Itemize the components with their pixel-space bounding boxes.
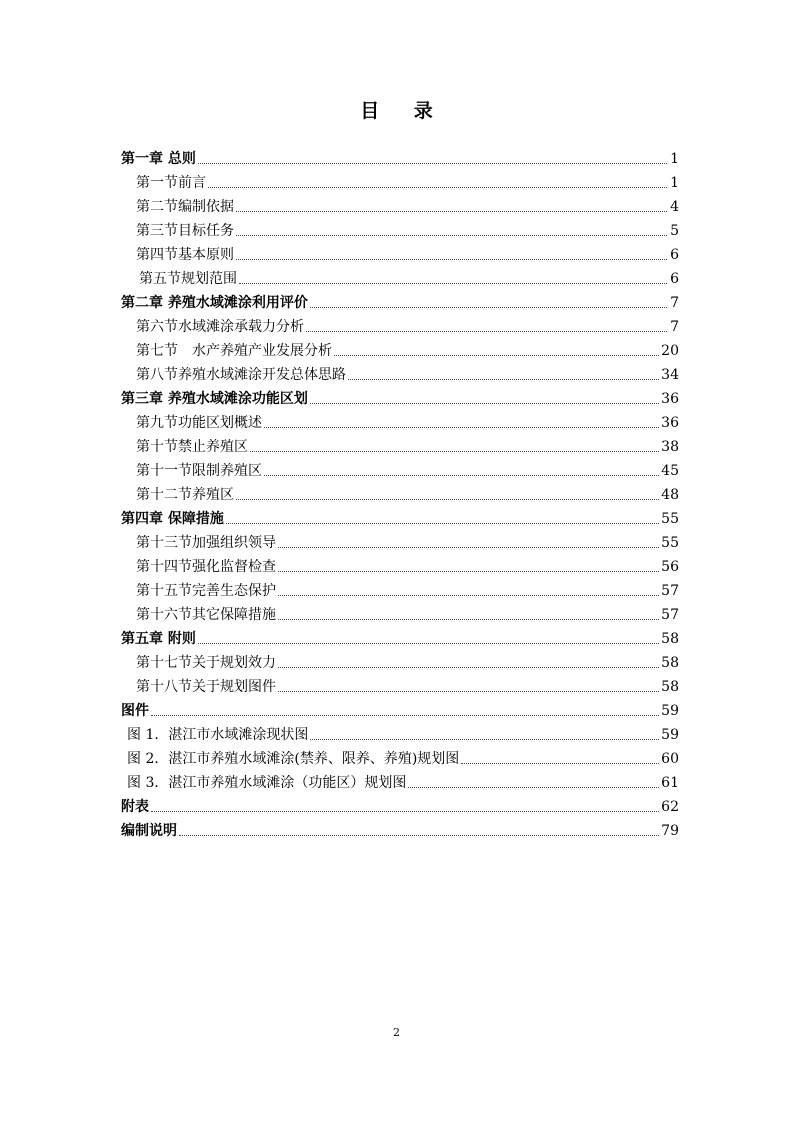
toc-entry[interactable]	[121, 698, 679, 722]
toc-entry[interactable]	[121, 794, 679, 818]
dot-leader	[278, 667, 659, 668]
toc-entry[interactable]	[121, 554, 679, 578]
toc-entry[interactable]	[121, 602, 679, 626]
toc-entry-label: 第一节前言	[136, 175, 206, 191]
dot-leader	[236, 211, 667, 212]
toc-entry-page: 36	[661, 415, 679, 431]
dot-leader	[198, 163, 667, 164]
toc-entry[interactable]	[121, 746, 679, 770]
toc-entry[interactable]	[121, 170, 679, 194]
dot-leader	[310, 307, 667, 308]
toc-entry-label: 第三章 养殖水域滩涂功能区划	[121, 391, 308, 407]
toc-entry-page: 45	[661, 463, 679, 479]
toc-entry-page: 20	[661, 343, 679, 359]
toc-entry-label: 第十二节养殖区	[136, 487, 234, 503]
toc-entry-page: 57	[661, 607, 679, 623]
toc-entry[interactable]	[121, 674, 679, 698]
toc-entry-label: 编制说明	[121, 823, 177, 839]
dot-leader	[334, 355, 659, 356]
toc-entry[interactable]	[121, 242, 679, 266]
toc-entry-page: 1	[670, 151, 679, 167]
toc-entry-label: 第九节功能区划概述	[136, 415, 262, 431]
toc-entry-label: 第六节水域滩涂承载力分析	[136, 319, 304, 335]
toc-list	[121, 146, 679, 842]
toc-entry-page: 38	[661, 439, 679, 455]
dot-leader	[408, 787, 659, 788]
toc-entry-page: 62	[661, 799, 679, 815]
dot-leader	[239, 283, 667, 284]
toc-entry-label: 第五节规划范围	[139, 271, 237, 287]
toc-entry-label: 第二节编制依据	[136, 199, 234, 215]
toc-entry-label: 第十节禁止养殖区	[136, 439, 248, 455]
toc-entry-page: 4	[670, 199, 679, 215]
toc-entry[interactable]	[121, 530, 679, 554]
dot-leader	[278, 619, 659, 620]
toc-entry[interactable]	[121, 434, 679, 458]
dot-leader	[236, 235, 667, 236]
dot-leader	[236, 499, 659, 500]
dot-leader	[264, 427, 659, 428]
toc-entry-label: 第十七节关于规划效力	[136, 655, 276, 671]
dot-leader	[278, 691, 659, 692]
toc-entry-label: 第四节基本原则	[136, 247, 234, 263]
toc-entry-page: 1	[670, 175, 679, 191]
toc-entry[interactable]	[121, 194, 679, 218]
dot-leader	[208, 187, 667, 188]
toc-entry-page: 48	[661, 487, 679, 503]
toc-entry[interactable]	[121, 650, 679, 674]
toc-entry-label: 第八节养殖水域滩涂开发总体思路	[136, 367, 346, 383]
toc-entry-label: 第十五节完善生态保护	[136, 583, 276, 599]
toc-entry[interactable]	[121, 362, 679, 386]
toc-entry-page: 36	[661, 391, 679, 407]
toc-entry-page: 56	[661, 559, 679, 575]
toc-entry[interactable]	[121, 506, 679, 530]
toc-entry-page: 58	[661, 679, 679, 695]
toc-entry[interactable]	[121, 266, 679, 290]
dot-leader	[250, 451, 659, 452]
toc-entry-page: 59	[661, 703, 679, 719]
toc-entry-label: 第十三节加强组织领导	[136, 535, 276, 551]
toc-entry-page: 58	[661, 631, 679, 647]
toc-entry-page: 59	[661, 727, 679, 743]
dot-leader	[151, 811, 659, 812]
toc-entry-page: 79	[661, 823, 679, 839]
toc-entry-label: 附表	[121, 799, 149, 815]
toc-entry-page: 6	[670, 247, 679, 263]
toc-entry[interactable]	[121, 458, 679, 482]
toc-entry-page: 57	[661, 583, 679, 599]
toc-entry-page: 5	[670, 223, 679, 239]
toc-entry-page: 55	[661, 511, 679, 527]
toc-entry[interactable]	[121, 386, 679, 410]
toc-entry-page: 7	[670, 295, 679, 311]
toc-entry-label: 第四章 保障措施	[121, 511, 224, 527]
toc-entry-label: 第一章 总则	[121, 151, 196, 167]
page-number: 2	[393, 1026, 400, 1039]
toc-entry-label: 第二章 养殖水域滩涂利用评价	[121, 295, 308, 311]
toc-entry-page: 7	[670, 319, 679, 335]
dot-leader	[264, 475, 659, 476]
toc-entry-page: 55	[661, 535, 679, 551]
toc-entry-label: 图 1．湛江市水域滩涂现状图	[127, 727, 309, 743]
dot-leader	[198, 643, 659, 644]
toc-title: 目 录	[360, 100, 447, 122]
toc-entry-page: 34	[661, 367, 679, 383]
toc-entry-label: 第十八节关于规划图件	[136, 679, 276, 695]
toc-entry-label: 第七节 水产养殖产业发展分析	[136, 343, 332, 359]
dot-leader	[226, 523, 659, 524]
toc-entry[interactable]	[121, 218, 679, 242]
dot-leader	[310, 403, 659, 404]
toc-entry-page: 60	[661, 751, 679, 767]
toc-entry[interactable]	[121, 482, 679, 506]
dot-leader	[461, 763, 659, 764]
toc-entry[interactable]	[121, 722, 679, 746]
dot-leader	[310, 739, 659, 740]
toc-entry-label: 第五章 附则	[121, 631, 196, 647]
toc-entry-label: 第十六节其它保障措施	[136, 607, 276, 623]
toc-entry[interactable]	[121, 290, 679, 314]
toc-entry-page: 6	[670, 271, 679, 287]
toc-entry[interactable]	[121, 578, 679, 602]
toc-entry[interactable]	[121, 818, 679, 842]
dot-leader	[151, 715, 659, 716]
toc-entry[interactable]	[121, 314, 679, 338]
toc-entry-label: 图 3．湛江市养殖水域滩涂（功能区）规划图	[127, 775, 407, 791]
toc-entry[interactable]	[121, 410, 679, 434]
dot-leader	[179, 835, 659, 836]
dot-leader	[348, 379, 659, 380]
toc-entry[interactable]	[121, 626, 679, 650]
dot-leader	[236, 259, 667, 260]
toc-entry-label: 第三节目标任务	[136, 223, 234, 239]
toc-entry[interactable]	[121, 146, 679, 170]
toc-entry-label: 第十四节强化监督检查	[136, 559, 276, 575]
dot-leader	[278, 571, 659, 572]
toc-entry[interactable]	[121, 770, 679, 794]
toc-entry-page: 61	[661, 775, 679, 791]
toc-entry[interactable]	[121, 338, 679, 362]
dot-leader	[278, 595, 659, 596]
dot-leader	[306, 331, 667, 332]
toc-entry-label: 图 2．湛江市养殖水域滩涂(禁养、限养、养殖)规划图	[127, 751, 460, 767]
toc-entry-label: 图件	[121, 703, 149, 719]
toc-entry-page: 58	[661, 655, 679, 671]
dot-leader	[278, 547, 659, 548]
toc-entry-label: 第十一节限制养殖区	[136, 463, 262, 479]
